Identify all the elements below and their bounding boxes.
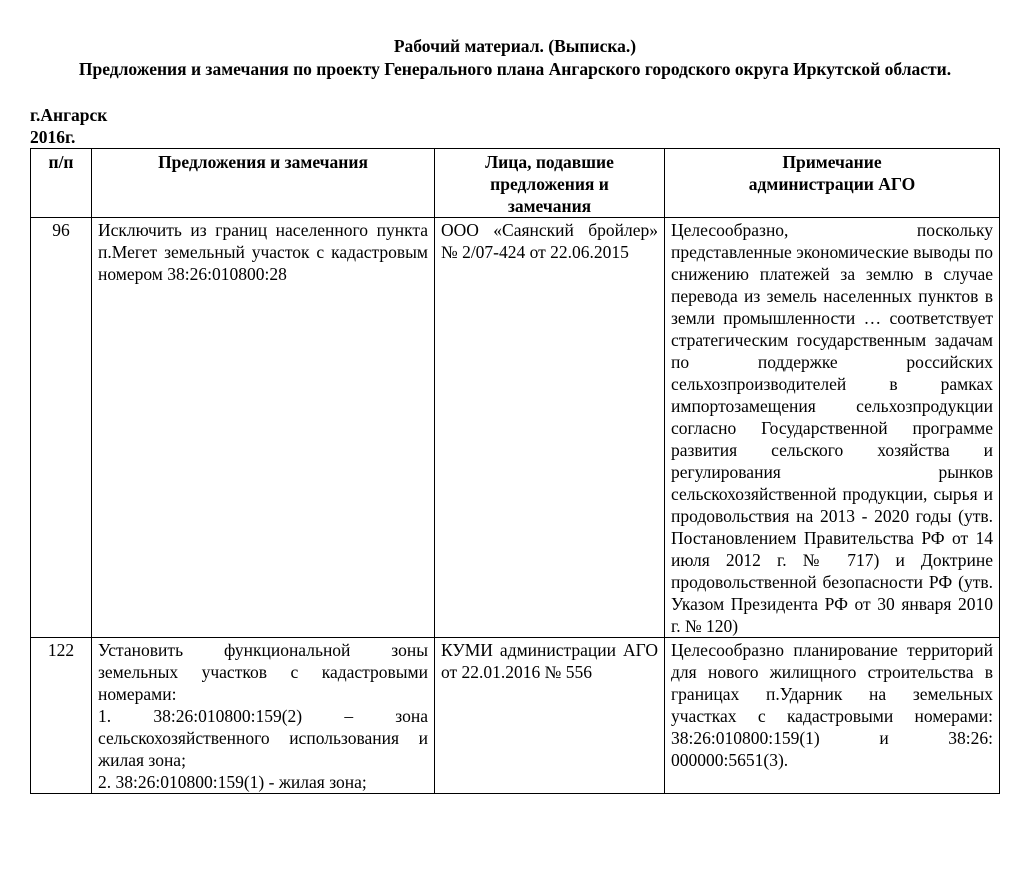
table-header-row xyxy=(31,149,1000,218)
proposals-table xyxy=(30,148,1000,794)
table-row xyxy=(31,638,1000,794)
proposal-cell xyxy=(92,638,435,794)
row-number: 96 xyxy=(31,218,92,638)
place-label: г.Ангарск xyxy=(30,105,108,125)
column-header-proposal: Предложения и замечания xyxy=(92,149,435,218)
proposal-text: 1. 38:26:010800:159(2) – зона сельскохозяйственного использования и жилая зона; xyxy=(98,706,428,770)
author-cell: ООО «Саянский бройлер» № 2/07-424 от 22.06.2015 xyxy=(435,218,665,638)
note-cell: Целесообразно планирование территорий для нового жилищного строительства в границах п.Ударник на земельных участках с кадастровыми номерами: 38:26:010800:159(1) и 38:26: 000000:5651(3). xyxy=(665,638,1000,794)
proposal-text: Исключить из границ населенного пункта п.Мегет земельный участок с кадастровым номером 38:26:010800:28 xyxy=(98,220,428,284)
heading-line-2: Предложения и замечания по проекту Генерального плана Ангарского городского округа Иркутской области. xyxy=(78,59,952,79)
document-heading xyxy=(40,35,990,81)
heading-line-1: Рабочий материал. (Выписка.) xyxy=(393,36,637,56)
column-header-note: Примечание администрации АГО xyxy=(665,149,1000,218)
table-row xyxy=(31,218,1000,638)
author-cell: КУМИ администрации АГО от 22.01.2016 № 556 xyxy=(435,638,665,794)
column-header-author: Лица, подавшие предложения и замечания xyxy=(435,149,665,218)
proposal-text: 2. 38:26:010800:159(1) - жилая зона; xyxy=(98,772,367,792)
column-header-num: п/п xyxy=(31,149,92,218)
proposal-text: Установить функциональной зоны земельных участков с кадастровыми номерами: xyxy=(98,640,428,704)
year-label: 2016г. xyxy=(30,127,76,147)
row-number: 122 xyxy=(31,638,92,794)
proposal-cell xyxy=(92,218,435,638)
note-cell: Целесообразно, поскольку представленные экономические выводы по снижению платежей за землю в случае перевода из земель населенных пунктов в земли промышленности … соответствует стратегическим государственным задачам по поддержке российских сельхозпроизводителей в рамках импортозамещения сельхозпродукции согласно Государственной программе развития сельского хозяйства и регулирования рынков сельскохозяйственной продукции, сырья и продовольствия на 2013 - 2020 годы (утв. Постановлением Правительства РФ от 14 июля 2012 г. № 717) и Доктрине продовольственной безопасности РФ (утв. Указом Президента РФ от 30 января 2010 г. № 120) xyxy=(665,218,1000,638)
